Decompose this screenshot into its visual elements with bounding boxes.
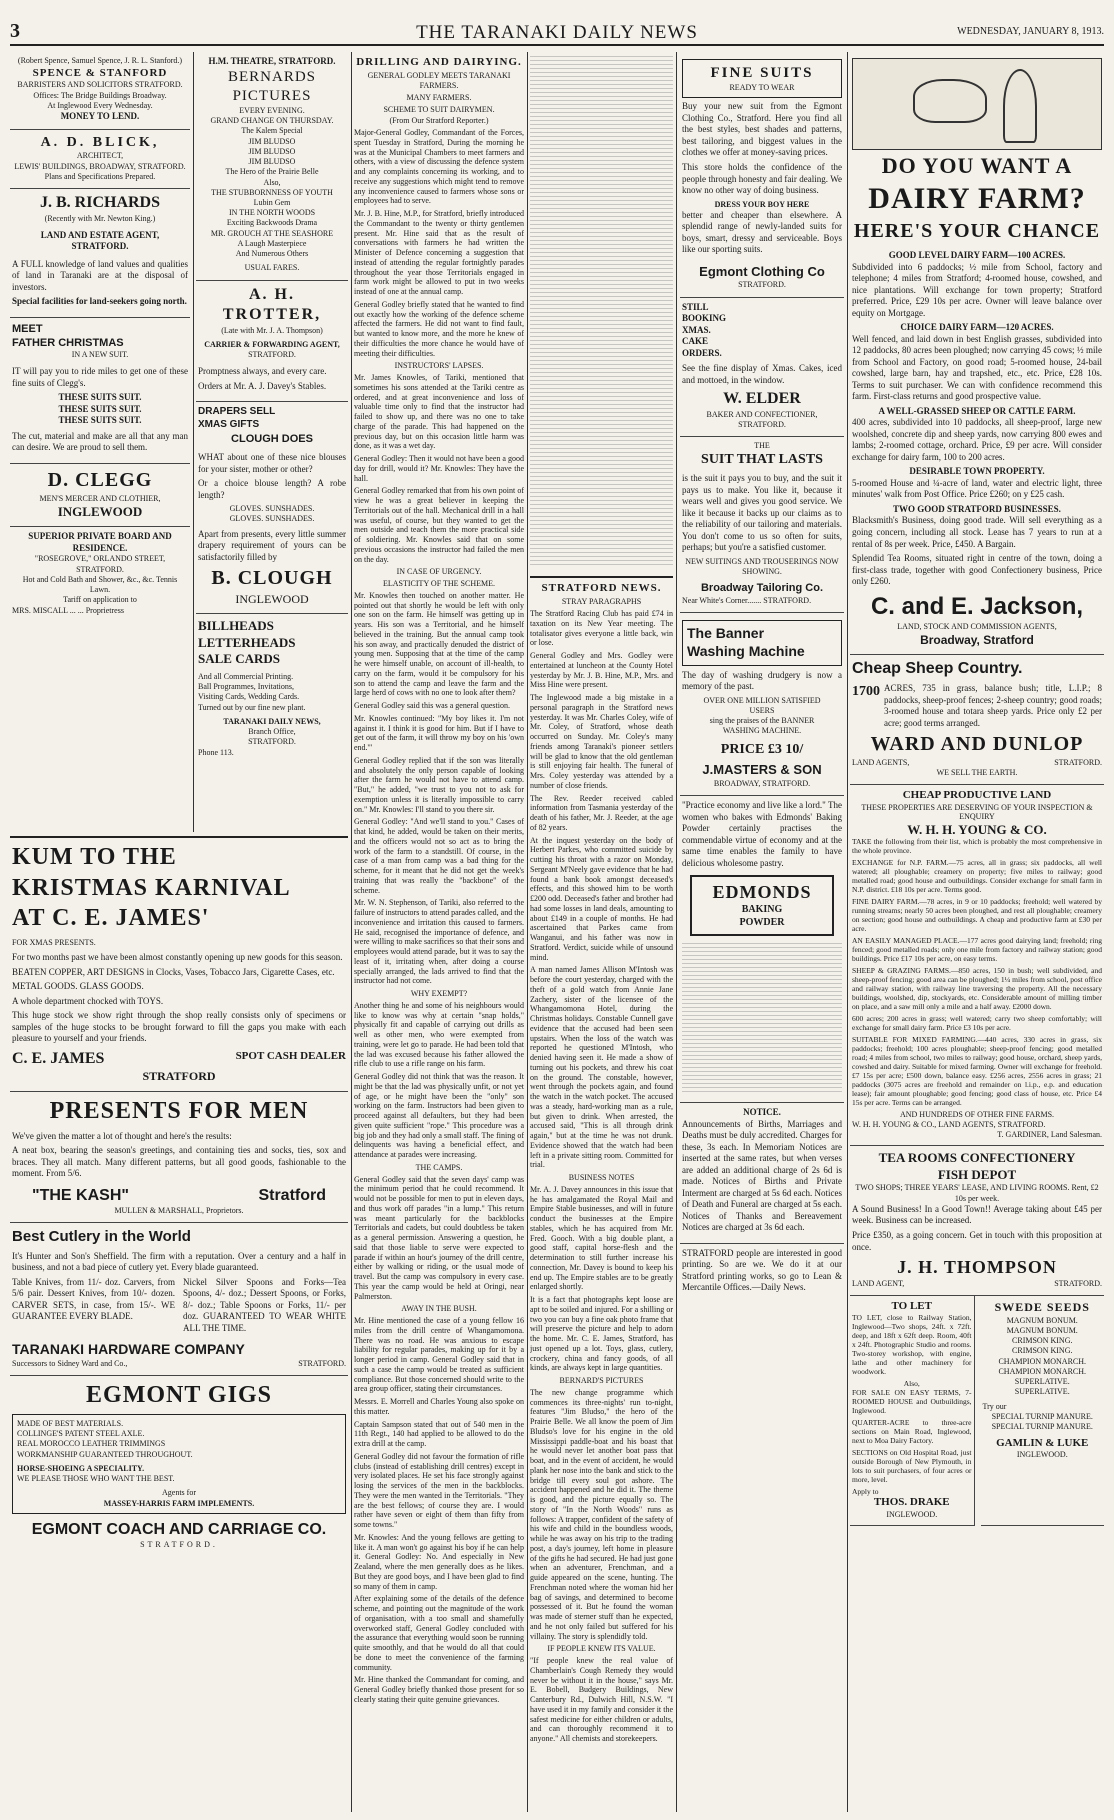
ad-thompson-tea-rooms: TEA ROOMS CONFECTIONERY FISH DEPOT TWO SHOPS; THREE YEARS' LEASE, AND LIVING ROOMS. Rent, £2 10s per week. A Sound Business! In a Good Town!! Average taking about £45 per week. Business can be increased. Price £350, as a going concern. Get in touch with this proposition at once. J. H. THOMPSON LAND AGENT, STRATFORD. (850, 1146, 1104, 1296)
firm-name: SPENCE & STANFORD (32, 67, 168, 80)
col3-continuation (530, 52, 673, 572)
ad-best-cutlery: Best Cutlery in the World It's Hunter and Son's Sheffield. The firm with a reputation. Over a century and a half in business, and not a bad piece of cutlery yet. Every blade guaranteed. Table Knives, from 11/- doz. Carvers, from 5/6 pair. Dessert Knives, from 10/- dozen. CARVER SETS, in case, from 15/-. WE GUARANTEE EVERY BLADE. Nickel Silver Spoons and Forks—Tea Spoons, 4/- doz.; Dessert Spoons, or Forks, 8/- doz.; Table Spoons or Forks, 11/- per doz. GUARANTEED TO WEAR WHITE ALL THE TIME. TARANAKI HARDWARE COMPANY Successors to Sidney Ward and Co., STRATFORD. (10, 1223, 348, 1376)
ad-egmont-gigs: EGMONT GIGS MADE OF BEST MATERIALS. COLLINGE'S PATENT STEEL AXLE. REAL MOROCCO LEATHER TRIMMINGS WORKMANSHIP GUARANTEED THROUGHOUT. HORSE-SHOEING A SPECIALITY. WE PLEASE THOSE WHO WANT THE BEST. Agents for MASSEY-HARRIS FARM IMPLEMENTS. EGMONT COACH AND CARRIAGE CO. STRATFORD. (10, 1376, 348, 1556)
ad-richards-land-agent: J. B. RICHARDS (Recently with Mr. Newton King.) LAND AND ESTATE AGENT, STRATFORD. A FULL knowledge of land values and qualities of land in Taranaki are at the disposal of investors. Special facilities for land-seekers going north. (10, 189, 190, 318)
ad-spence-stanford: (Robert Spence, Samuel Spence, J. R. L. Stanford.) SPENCE & STANFORD BARRISTERS AND SOLICITORS STRATFORD. Offices: The Bridge Buildings Broadway. At Inglewood Every Wednesday. MONEY TO LEND. (10, 52, 190, 130)
notice-announcements: NOTICE. Announcements of Births, Marriages and Deaths must be duly accredited. Charges for these, 3s each. In Memoriam Notices are inserted at the same rates, but when verses are added an additional charge of 2s 6d is made. Notices of Births and Private Interment are charged at 5s 6d each. Notices of Death and Funeral are charged at 5s each. Notices of Thanks and Bereavement Notices are charged at 3s 6d each. (680, 1103, 844, 1244)
dairy-cartoon-illustration (852, 58, 1102, 150)
column-rule (351, 52, 352, 1812)
cow-icon (913, 79, 987, 123)
column-rule (676, 52, 677, 1812)
ad-stratford-printing: STRATFORD people are interested in good printing. So are we. We do it at our Stratford printing works, so go to Lean & Mercantile Offices.—Daily News. (682, 1247, 842, 1293)
ad-egmont-clothing: FINE SUITS READY TO WEAR Buy your new suit from the Egmont Clothing Co., Stratford. Here you find all the best styles, best shades and patterns, best tailoring, and biggest values in the clothes we offer at money-saving prices. This store holds the confidence of the people through honesty and fair dealing. We know no other way of doing business. DRESS YOUR BOY HERE better and cheaper than elsewhere. A splendid range of newly-landed suits for boys, smart, dressy and serviceable. Boys like our sporting suits. Egmont Clothing Co STRATFORD. (680, 52, 844, 298)
masthead (10, 20, 1104, 46)
ad-gamlin-luke-seeds: SWEDE SEEDS MAGNUM BONUM. MAGNUM BONUM. CRIMSON KING. CRIMSON KING. CHAMPION MONARCH. CHAMPION MONARCH. SUPERLATIVE. SUPERLATIVE. Try our SPECIAL TURNIP MANURE. SPECIAL TURNIP MANURE. GAMLIN & LUKE INGLEWOOD. (981, 1296, 1105, 1526)
ad-father-christmas: MEET FATHER CHRISTMAS IN A NEW SUIT. IT will pay you to ride miles to get one of these fine suits of Clegg's. THESE SUITS SUIT. THESE SUITS SUIT. THESE SUITS SUIT. The cut, material and make are all that any man can desire. We are proud to sell them. (10, 318, 190, 464)
column-3-article: DRILLING AND DAIRYING. GENERAL GODLEY MEETS TARANAKI FARMERS. MANY FARMERS. SCHEME TO SUIT DAIRYMEN. (From Our Stratford Reporter.) Major-General Godley, Commandant of the Forces, spent Tuesday in Stratford, During the morning he was at the Municipal Chambers to meet farmers and others, with a view of discussing the defence system and any complaints concerning its working, and to receive any suggestions which might tend to remove any inconvenience caused to farmers whose sons or employees had to serve. Mr. J. B. Hine, M.P., for Stratford, briefly introduced the Commandant to the twenty or thirty gentlemen present. Mr. Hine said that as the result of conversations with farmers he had written the Minister of Defence concerning a suggestion that instead of attending the regular fortnightly parades throughout the year those Territorials engaged in farm work might be allowed to put in two weeks instead of one at the annual camp. General Godley briefly stated that he wanted to find out exactly how the working of the defence scheme affected the farmers. He did not want to find fault, but wanted to know more, and the more he knew of their difficulties the more chance he would have of meeting their difficulties. INSTRUCTORS' LAPSES. Mr. James Knowles, of Tariki, mentioned that sometimes his sons attended at the Tariki centre as ordered, and at great inconvenience and loss of valuable time only to find that the instructor had failed to show up, and there was no one to take charge of the parade. This had happened on the previous day, but on this occasion little harm was done, as it was a wet day. General Godley: Then it would not have been a good day for drill, would it? Mr. Knowles: They have the hall. General Godley remarked that from his own point of view he was a great believer in keeping the Territorials out of the hall. Mechanical drill in a hall was useful, of course, but they wanted to get the men outside and teach them the more practical side of soldiering. Mr. Knowles said that on some previous occasions the instructor had failed the men on the day. IN CASE OF URGENCY. ELASTICITY OF THE SCHEME. Mr. Knowles then touched on another matter. He pointed out that shortly he would be left with only one son on the farm. He himself was getting up in years. His son was a Territorial, and he himself believed in the training. But the annual camp took his son away, and practically denuded the district of young men. Supposing that at the time of the camp he were himself unable, on account of ill-health, to carry on the farm, would it be compulsory for his son to attend the camp and leave the farm and the large herd of cows with no one to look after them? General Godley said this was a general question. Mr. Knowles continued: "My boy likes it. I'm not against it. I think it is good for him. But if I have to get out of the farm, it will throw my boy on his 'own end.'" General Godley replied that if the son was literally and absolutely the only person capable of looking after the farm he would not have to attend camp. "But," he added, "we trust to you not to ask for exemption unless it is literally impossible to carry on." Mr. Knowles: I'll stand to you there sir. General Godley: "And we'll stand to you." Cases of that kind, he added, would be taken on their merits, and the officers would not so act as to bring the work of the farm to a standstill. Of course, in the case of a man from camp was a bad thing for the scheme, for it meant that he did not get the week's training that was really the "backbone" of the scheme. Mr. W. N. Stephenson, of Tariki, also referred to the failure of instructors to attend parades called, and the inconvenience and irritation this caused to farmers. He said, recognised the importance of defence, and were willing to make sacrifices so that their sons and employees would attend parade, but it was to say the least of it, irritating when, after doing a course specially arranged, the lads arrived to find that the instructor had not come. WHY EXEMPT? Another thing he and some of his neighbours would like to know was why at certain "snap holds," physically fit and capable of carrying out drills as well as other men, who were exempted from training, were let go to parade. He had been told that the lad was excused because his father allowed the rifle club to use a rifle range on his farm. General Godley did not think that was the reason. It might be that the lad was physically unfit, or not yet of age, or he might have been the "only" son working on the farm. Instructors had been given to proceed against all defaulters, but they had been given quite sufficient "rope." This procedure was a big job and they had only a small staff. The fining of delinquents was having a beneficial effect, and attendance at parades were increasing. THE CAMPS. General Godley said that the seven days' camp was the minimum period that he could recommend. It would not be possible for men to put in eleven days, and thus work off parades "in a lump." This return was meant particularly for the backblocks Territorials and cadets, but could doubtless be taken as a general permission. Answering a question, he said that those liable to serve were expected to parade if within an hour's journey of the drill centre, either by walking or riding, or the usual mode of travel. But the camp was compulsory in every case. This year the camp would be held at Oringi, near Palmerston. AWAY IN THE BUSH. Mr. Hine mentioned the case of a young fellow 16 miles from the drill centre of Whangamomona. There was no road. He was anxious to escape liability for regular parades, making up for it by a longer period in camp. General Godley said that in such a case the camp would be treated as sufficient compliance. But those concerned should write to the area group officer, stating their circumstances. Messrs. E. Morrell and Charles Young also spoke on this matter. Captain Sampson stated that out of 540 men in the 11th Regt., 140 had applied to be allowed to do the extra drill at the camp. General Godley did not favour the formation of rifle clubs (instead of establishing drill centres) except in very isolated places. He set his face strongly against losing the services of the men in the backblocks. They were the men wanted in the Territorials. "They are the best fellows; of course they are. I would rather have seven or eight of them than fifty from some towns." Mr. Knowles: And the young fellows are getting to like it. A man won't go against his boy if he can help it. General Godley: No. And especially in New Zealand, where the men generally does as he likes. But they are good boys, and I have been glad to find so many of them in camp. After explaining some of the details of the defence scheme, and pointing out the magnitude of the work of organisation, with a too small and shamefully overworked staff, General Godley concluded with the assurance that everything would soon be running quite smoothly, and that he would do all that could be done to meet the convenience of the farming community. Mr. Hine thanked the Commandant for coming, and General Godley briefly thanked those present for so clearly stating their quite genuine grievances. (354, 56, 524, 1704)
milkmaid-icon (1003, 69, 1037, 143)
ad-rosegrove-board: SUPERIOR PRIVATE BOARD AND RESIDENCE. "ROSEGROVE," ORLANDO STREET, STRATFORD. Hot and Cold Bath and Shower, &c., &c. Tennis Lawn. Tariff on application to MRS. MISCALL ... ... Proprietress (12, 531, 178, 615)
column-5 (680, 52, 844, 1812)
stratford-news-title: STRATFORD NEWS. (530, 576, 673, 595)
wide-ads-block (10, 836, 348, 1812)
column-rule (527, 52, 528, 1812)
column-2 (196, 52, 348, 832)
ad-clough-drapers: DRAPERS SELL XMAS GIFTS CLOUGH DOES WHAT about one of these nice blouses for your sister, mother or other? Or a choice blouse length? A robe length? GLOVES. SUNSHADES. GLOVES. SUNSHADES. Apart from presents, every little summer drapery requirement of yours can be satisfactorily filled by B. CLOUGH INGLEWOOD (196, 402, 348, 614)
column-1 (10, 52, 190, 832)
ad-jackson-dairy-farm: DO YOU WANT A DAIRY FARM? HERE'S YOUR CHANCE GOOD LEVEL DAIRY FARM—100 ACRES. Subdivided into 6 paddocks; ½ mile from School, factory and telephone; 4 miles from Stratford; 4-roomed house, cowshed, and nice plantations. Will exchange for town property; Stratford preferred. Price, £29 10s per acre. Owner will leave balance over equity on Mortgage. CHOICE DAIRY FARM—120 ACRES. Well fenced, and laid down in best English grasses, subdivided into 12 paddocks, 80 acres been ploughed; now carrying 45 cows; ½ mile from School and Factory, on good road; 5-roomed house, 24-bail cowshed, large barn, hay and trapshed, etc., etc. Price, £28 10s. Terms to suit purchaser. We can with confidence recommend this farm. First-class returns and good prospective value. A WELL-GRASSED SHEEP OR CATTLE FARM. 400 acres, subdivided into 10 paddocks, all sheep-proof, large new woolshed, concrete dip and sheep yards, now carrying 800 ewes and lambs; 2-roomed cottage, orchard. Price, £9 per acre. Will consider exchange for dairy farm, 100 to 200 acres. DESIRABLE TOWN PROPERTY. 5-roomed House and ¼-acre of land, water and electric light, three minutes' walk from Post Office. Price £260; on y £25 cash. TWO GOOD STRATFORD BUSINESSES. Blacksmith's Business, doing good trade. Will sell everything as a going concern, including all stock. Lease has 7 years to run at a rental of 8s per week. Price, £450. A Bargain. Splendid Tea Rooms, situated right in centre of the town, doing a first-class trade, together with good Confectionery business, Price only £260. C. and E. Jackson, LAND, STOCK AND COMMISSION AGENTS, Broadway, Stratford (850, 52, 1104, 655)
ad-young-productive-land: CHEAP PRODUCTIVE LAND THESE PROPERTIES ARE DESERVING OF YOUR INSPECTION & ENQUIRY W. H. H. YOUNG & CO. TAKE the following from their list, which is probably the most comprehensive in the whole province. EXCHANGE for N.P. FARM.—75 acres, all in grass; six paddocks, all well watered; all ploughable; creamery on property; five miles to railway; good metalled road; good house and outbuildings. Consider exchange for small farm in N.P. district. £18 10s per acre. Terms good. FINE DAIRY FARM.—78 acres, in 9 or 10 paddocks; freehold; well watered by running streams; nearly 50 acres been ploughed, and rest all ploughable; creamery on section; good house and outbuildings. A cheap and productive farm at £30 per acre. AN EASILY MANAGED PLACE.—177 acres good dairying land; freehold; ring fenced; good metalled roads; only one mile from factory and railway station; good buildings. Price £17 10s per acre, on easy terms. SHEEP & GRAZING FARMS.—850 acres, 150 in bush; well subdivided, and sheep-proof fencing; good area can be ploughed; 1¼ miles from school, post office and railway station, with railway line traversing the property. All the necessary buildings, woolshed, dip, stockyards, etc. Considerable amount of milling timber on place, and a saw mill only a mile and a half away. £2000 down. 600 acres; 200 acres in grass; well watered; carry two sheep comfortably; will exchange for small dairy farm. Price £3 10s per acre. SUITABLE FOR MIXED FARMING.—440 acres, 330 acres in grass, six paddocks; freehold; 100 acres ploughable; sheep-proof fencing; good metalled road; 4 miles from school, two miles to railway; good house, orchard, sheep yards, cowshed and dairy. Suitable for mixed farming. Owner will exchange for freehold. £7 15s per acre; £500 down, balance easy. £256 acres, 2556 acres in grass; 21 paddocks (3075 acres are freehold and remainder on l.i.p., e.p. and education lease); fair amount ploughable; good fencing; good class of house, etc. Price £4 15s per acre. Terms can be arranged. AND HUNDREDS OF OTHER FINE FARMS. W. H. H. YOUNG & CO., LAND AGENTS, STRATFORD. T. GARDINER, Land Salesman. (850, 785, 1104, 1146)
ad-drake-to-let: TO LET TO LET, close to Railway Station, Inglewood—Two shops, 24ft. x 72ft. deep, and 18ft x 62ft deep. Room, 40ft x 24ft. Photographic Studio and rooms. Two-storey workshop, with engine, lathe and other machinery for woodwork. Also, FOR SALE ON EASY TERMS, 7-ROOMED HOUSE and Outbuildings, Inglewood. QUARTER-ACRE to three-acre sections on Main Road, Inglewood, next to Moa Dairy Factory. SECTIONS on Old Hospital Road, just outside Borough of New Plymouth, in lots to suit purchasers, of four acres or more, level. Apply to THOS. DRAKE INGLEWOOD. (850, 1296, 975, 1526)
ad-banner-washing-machine: The Banner Washing Machine The day of washing drudgery is now a memory of the past. OVER ONE MILLION SATISFIED USERS sing the praises of the BANNER WASHING MACHINE. PRICE £3 10/ J.MASTERS & SON BROADWAY, STRATFORD. (680, 613, 844, 797)
issue-date: WEDNESDAY, JANUARY 8, 1913. (957, 26, 1104, 37)
article-headline: DRILLING AND DAIRYING. (356, 56, 522, 68)
column-4-news: STRATFORD NEWS. STRAY PARAGRAPHS The Stratford Racing Club has paid £74 in taxation on its New Year meeting. The totalisator gives everyone a little back, win or lose. General Godley and Mrs. Godley were entertained at luncheon at the County Hotel yesterday by Mr. J. B. Hine, M.P., Mrs. and Miss Hine were present. The Inglewood made a big mistake in a personal paragraph in the Stratford news yesterday. It was Mr. Charles Coley, wife of Mr. Coley, of Stratford, whose death occurred on Sunday. Mr. Coley's many friends among Taranaki's pioneer settlers will be glad to know that the old gentleman is still enjoying fair health. The funeral of Mrs. Coley yesterday was attended by a number of close friends. The Rev. Reeder received cabled information from Tasmania yesterday of the death of his father, Mr. J. Reeder, at the age of 82 years. At the inquest yesterday on the body of Herbert Parkes, who committed suicide by cutting his throat with a razor on Monday, Sergeant M'Neely gave evidence that he had found a bank book amongst deceased's effects, and this showed him to be worth £200 odd. Deceased's father and brother had had some losses in land deals, amounting to about £149 in a couple of months. He had ascertained that Parkes came from Wanganui, and his father was now in Stratford. Verdict, suicide while of unsound mind. A man named James Allison M'Intosh was before the court yesterday, charged with the theft of a gold watch from Annie Jane Zachery, sister of the licensee of the Whangamomona Hotel, during the Christmas holidays. Constable Cunnell gave evidence that the accused had been seen upstairs. When the loss of the watch was reported he questioned M'Intosh, who denied having seen it. He made a show of turning out his pockets, and threw his coat on the ground. The constable, however, went through the pockets again, and found the watch in the watch pocket. The accused was a steady, hard-working man as a rule, but given to drink. When arrested, the accused said, "This is all through drink again," but at the time he was not drunk. Evidence showed that the watch had been left in a private sitting room. Committed for trial. BUSINESS NOTES Mr. A. J. Davey announces in this issue that he has amalgamated the Royal Mail and Empire Stable businesses, and will in future conduct the businesses at the Empire stables, which he has acquired from Mr. Fred. Gooch. With a big double plant, a good staff, capital horse-flesh and the determination to still further increase his connection, Mr. Davey is bound to keep his end up. The Empire stables are to be greatly enlarged shortly. It is a fact that photographs kept loose are apt to be soiled and injured. For a shilling or two you can buy a fine oak photo frame that will preserve the picture and help to adorn the home. Mr. C. E. James, Stratford, has just opened up a lot. Toys, glass, cutlery, crockery, china and fancy goods, of all kinds, are always kept in large quantities. BERNARD'S PICTURES The new change programme which commences its three-nights' run to-night, features "Jim Bludso," the hero of the Prairie Belle. We all know the poem of Jim Bludso's love for his engine in the old Mississippi paddle-boat and his boast that he would never let another boat pass that boat, and in the event of accident, he would plank her nose into the bank and stick to the bridge till every soul got ashore. The accident happened and he did it. The theme is good, and the picture equally so. The story of "In the North Woods" runs as follows: A trapper, confident of the safety of his wife and child in the boundless woods, while he was away on his trip to the trading post, a day's journey, left home in pleasure of the gifts he had secured. He had just gone when an adventurer, Frenchman, and a guide appeared on the scene, hunting. The Frenchman noted where the woman hid her bag of savings, and determined to become possessed of it. But he found the woman was made of sterner stuff than he expected, and he not only failed but suffered for his villainy. The story is splendidly told. IF PEOPLE KNEW ITS VALUE. "If people knew the real value of Chamberlain's Cough Remedy they would never be without it in the house," says Mr. E. Bobell, Budgery Buildings, New Canterbury Rd., Dulwich Hill, N.S.W. "I have used it in my family and consider it the safest medicine for either children or adults, and can thoroughly recommend it to anyone." All chemists and storekeepers. (530, 52, 673, 1812)
column-6 (850, 52, 1104, 1812)
ad-elder-baker: STILL BOOKING XMAS. CAKE ORDERS. See the fine display of Xmas. Cakes, iced and mottoed, in the window. W. ELDER BAKER AND CONFECTIONER, STRATFORD. (680, 298, 844, 438)
newspaper-title: THE TARANAKI DAILY NEWS (416, 22, 698, 43)
ad-bernards-pictures: H.M. THEATRE, STRATFORD. BERNARDS PICTURES EVERY EVENING. GRAND CHANGE ON THURSDAY. The Kalem Special JIM BLUDSO JIM BLUDSO JIM BLUDSO The Hero of the Prairie Belle Also, THE STUBBORNNESS OF YOUTH Lubin Gem IN THE NORTH WOODS Exciting Backwoods Drama MR. GROUCH AT THE SEASHORE A Laugh Masterpiece And Numerous Others USUAL FARES. (196, 52, 348, 281)
continued-text (530, 56, 673, 568)
ad-ward-dunlop: Cheap Sheep Country. 1700 ACRES, 735 in grass, balance bush; title, L.I.P.; 8 paddocks, sheep-proof fences; 2-sheep country; good roads; 3-roomed house and totara sheep yards. Price only £2 per acre; good terms arranged. WARD AND DUNLOP LAND AGENTS, STRATFORD. WE SELL THE EARTH. (850, 655, 1104, 786)
ad-blick-architect: A. D. BLICK, ARCHITECT, LEWIS' BUILDINGS, BROADWAY, STRATFORD. Plans and Specifications Prepared. (10, 130, 190, 190)
ad-edmonds-baking-powder: "Practice economy and live like a lord." The women who bakes with Edmonds' Baking Powder certainly practises the commendable virtue of economy and at the same time enables the family to have delicious wholesome pastry. EDMONDS BAKING POWDER (680, 796, 844, 1103)
column-rule (847, 52, 848, 1812)
ad-presents-for-men: PRESENTS FOR MEN We've given the matter a lot of thought and here's the results: A neat box, bearing the season's greetings, and containing ties and socks, ties, sox and braces. They all match. Many different patterns, but all good goods, fashionable to the moment. From 5/6. "THE KASH" Stratford MULLEN & MARSHALL, Proprietors. (10, 1092, 348, 1223)
ad-kristmas-karnival: KUM TO THE KRISTMAS KARNIVAL AT C. E. JAMES' FOR XMAS PRESENTS. For two months past we have been almost constantly opening up new goods for this season. BEATEN COPPER, ART DESIGNS in Clocks, Vases, Tobacco Jars, Cigarette Cases, etc. METAL GOODS. GLASS GOODS. A whole department chocked with TOYS. This huge stock we show right through the shop really consists only of specimens or samples of the huge stocks to be brought forward to fill the gaps you make with each pleasure to yourself and your friends. C. E. JAMES SPOT CASH DEALER STRATFORD (10, 838, 348, 1092)
gigs-features-box: MADE OF BEST MATERIALS. COLLINGE'S PATENT STEEL AXLE. REAL MOROCCO LEATHER TRIMMINGS WORKMANSHIP GUARANTEED THROUGHOUT. HORSE-SHOEING A SPECIALITY. WE PLEASE THOSE WHO WANT THE BEST. Agents for MASSEY-HARRIS FARM IMPLEMENTS. (12, 1414, 346, 1514)
ad-daily-news-printing: BILLHEADS LETTERHEADS SALE CARDS And all Commercial Printing. Ball Programmes, Invitations, Visiting Cards, Wedding Cards. Turned out by our fine new plant. TARANAKI DAILY NEWS, Branch Office, STRATFORD. Phone 113. (198, 618, 321, 757)
column-rule (193, 52, 194, 832)
ad-clegg-mercer: D. CLEGG MEN'S MERCER AND CLOTHIER, INGLEWOOD (10, 464, 190, 527)
ad-trotter-carrier: A. H. TROTTER, (Late with Mr. J. A. Thompson) CARRIER & FORWARDING AGENT, STRATFORD. Promptness always, and every care. Orders at Mr. A. J. Davey's Stables. (196, 281, 348, 403)
inverted-ad-block (682, 942, 842, 1092)
edmonds-logo: EDMONDS BAKING POWDER (690, 875, 834, 936)
ad-broadway-tailoring: THE SUIT THAT LASTS is the suit it pays you to buy, and the suit it pays us to make. You like it, because it wears well and gives you good service. We like it because it backs up our claims as to the reliability of our tailoring and materials. You don't come to us so often for suits, perhaps; but you're a satisfied customer. NEW SUITINGS AND TROUSERINGS NOW SHOWING. Broadway Tailoring Co. Near White's Corner....... STRATFORD. (680, 437, 844, 613)
page-number: 3 (10, 20, 20, 42)
